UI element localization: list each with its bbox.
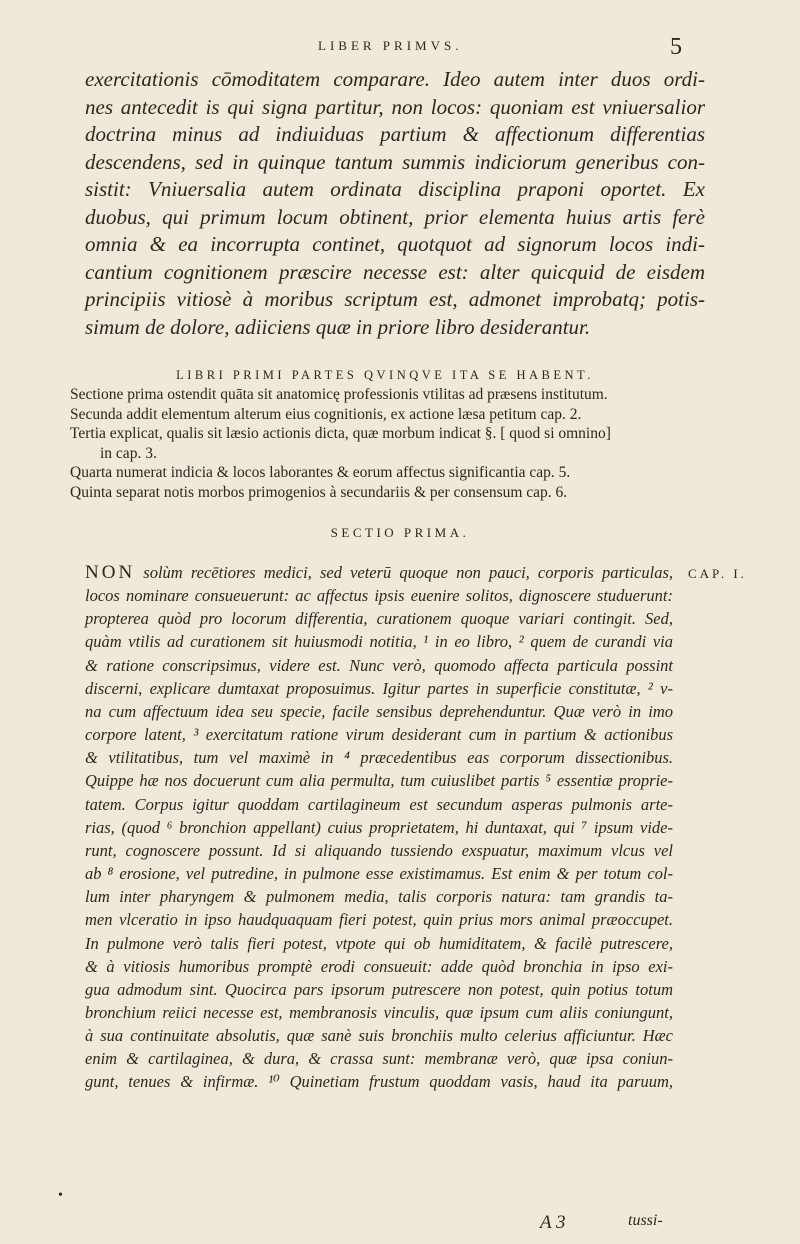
parts-line: Quinta separat notis morbos primogenios à secundariis & per consensum cap. 6. <box>70 483 568 501</box>
parts-heading: LIBRI PRIMI PARTES QVINQVE ITA SE HABENT. <box>176 368 594 382</box>
intro-line: simum de dolore, adiiciens quæ in priore libro desiderantur. <box>85 314 591 339</box>
body-line: Quippe hæ nos docuerunt cum alia permulta, tum cuiuslibet partis ⁵ essentiæ proprie- <box>85 771 673 791</box>
intro-line: cantium cognitionem præscire necesse est: alter quicquid de eisdem <box>85 259 705 284</box>
body-line: & à vitiosis humoribus promptè erodi consueuit: adde quòd bronchia in ipso exi- <box>85 956 673 976</box>
body-line: à sua continuitate absolutis, quæ sanè suis bronchiis multo celerius afficiuntur. Hæc <box>85 1026 673 1046</box>
body-line: & vtilitatibus, tum vel maximè in ⁴ præcedentibus eas corporum dissectionibus. <box>85 748 673 768</box>
chapter-label: CAP. I. <box>688 566 747 581</box>
intro-line: duobus, qui primum locum obtinent, prior elementa huius artis ferè <box>85 204 705 229</box>
body-line: locos nominare consueuerunt: ac affectus ipsis euenire solitos, dignoscere studuerunt: <box>85 586 673 606</box>
body-line: na cum affectuum idea seu specie, facile sensibus deprehenduntur. Quæ verò in imo <box>85 701 673 721</box>
body-text <box>85 561 673 1094</box>
running-head <box>0 34 800 62</box>
signature-mark: A 3 <box>540 1212 566 1233</box>
body-line: men vlceratio in ipso haudquaquam fieri potest, quin prius mors animal præoccupet. <box>85 910 673 930</box>
first-word: NON <box>85 562 136 583</box>
running-head-title: LIBER PRIMVS. <box>318 38 463 53</box>
body-line: In pulmone verò talis fieri potest, vtpote qui ob humiditatem, & facilè putrescere, <box>85 933 673 953</box>
body-line: bronchium reiici necesse est, membranosis vinculis, quæ ipsum cum aliis coniungunt, <box>85 1002 673 1022</box>
parts-line: Tertia explicat, qualis sit læsio actionis dicta, quæ morbum indicat §. [ quod si omnino] <box>70 425 611 442</box>
body-line: lum inter pharyngem & pulmonem media, talis corporis natura: tam grandis ta- <box>85 887 673 907</box>
body-line: ab ⁸ erosione, vel putredine, in pulmone esse existimamus. Est enim & per totum col- <box>85 864 673 884</box>
intro-paragraph <box>85 66 705 341</box>
page-number: 5 <box>670 34 682 60</box>
body-line: enim & cartilaginea, & dura, & crassa sunt: membranæ verò, quæ ipsa coniun- <box>85 1049 673 1069</box>
intro-line: nes antecedit is qui signa partitur, non locos: quoniam est vniuersalior <box>85 94 705 119</box>
body-first-line <box>85 561 673 584</box>
intro-line: principiis vitiosè à moribus scriptum est, admonet improbatq; potis- <box>85 287 705 311</box>
intro-line: descendens, sed in quinque tantum summis indiciorum generibus con- <box>85 149 705 174</box>
body-line: discerni, explicare dumtaxat proposuimus. Igitur partes in superficie constitutæ, ² v- <box>85 678 673 698</box>
margin-mark: • <box>58 1188 63 1203</box>
intro-line: omnia & ea incorrupta continet, quotquot ad signorum locos indi- <box>85 232 705 256</box>
parts-line: in cap. 3. <box>100 444 157 462</box>
intro-line: exercitationis cōmoditatem comparare. Ideo autem inter duos ordi- <box>85 67 705 91</box>
body-line: quàm vtilis ad curationem sit huiusmodi notitia, ¹ in eo libro, ² quem de curandi via <box>85 632 673 652</box>
body-line: gua admodum sint. Quocirca pars ipsorum putrescere non potest, quin potius totum <box>85 979 673 999</box>
parts-line: Secunda addit elementum alterum eius cognitionis, ex actione læsa petitum cap. 2. <box>70 405 582 423</box>
body-line: corpore latent, ³ exercitatum ratione virum desiderant cum in partium & actionibus <box>85 725 673 745</box>
body-line: propterea quòd pro locorum differentia, curationem quoque variari contingit. Sed, <box>85 609 673 629</box>
parts-line: Sectione prima ostendit quāta sit anatomicę professionis vtilitas ad præsens institutum. <box>70 386 608 403</box>
body-line: gunt, tenues & infirmæ. ¹⁰ Quinetiam frustum quoddam vasis, haud ita paruum, <box>85 1072 673 1092</box>
parts-summary <box>70 368 700 502</box>
body-line: rias, (quod ⁶ bronchion appellant) cuius proprietatem, hi duntaxat, qui ⁷ ipsum vide- <box>85 817 673 837</box>
parts-line: Quarta numerat indicia & locos laborantes & eorum affectus significantia cap. 5. <box>70 464 571 481</box>
section-title: SECTIO PRIMA. <box>330 525 470 540</box>
intro-line: sistit: Vniuersalia autem ordinata disciplina praponi oportet. Ex <box>85 177 705 201</box>
catchword: tussi- <box>628 1212 663 1229</box>
body-line: & ratione conscripsimus, videre est. Nunc verò, quomodo affecta particula possint <box>85 655 673 675</box>
first-line-text: solùm recētiores medici, sed veterū quoque non pauci, corporis particulas, <box>135 563 673 582</box>
intro-line: doctrina minus ad indiuiduas partium & affectionum differentias <box>85 122 705 146</box>
body-line: tatem. Corpus igitur quoddam cartilagineum est secundum asperas pulmonis arte- <box>85 794 673 814</box>
body-line: runt, cognoscere possunt. Id si aliquando tussiendo exspuatur, maximum vlcus vel <box>85 840 673 860</box>
